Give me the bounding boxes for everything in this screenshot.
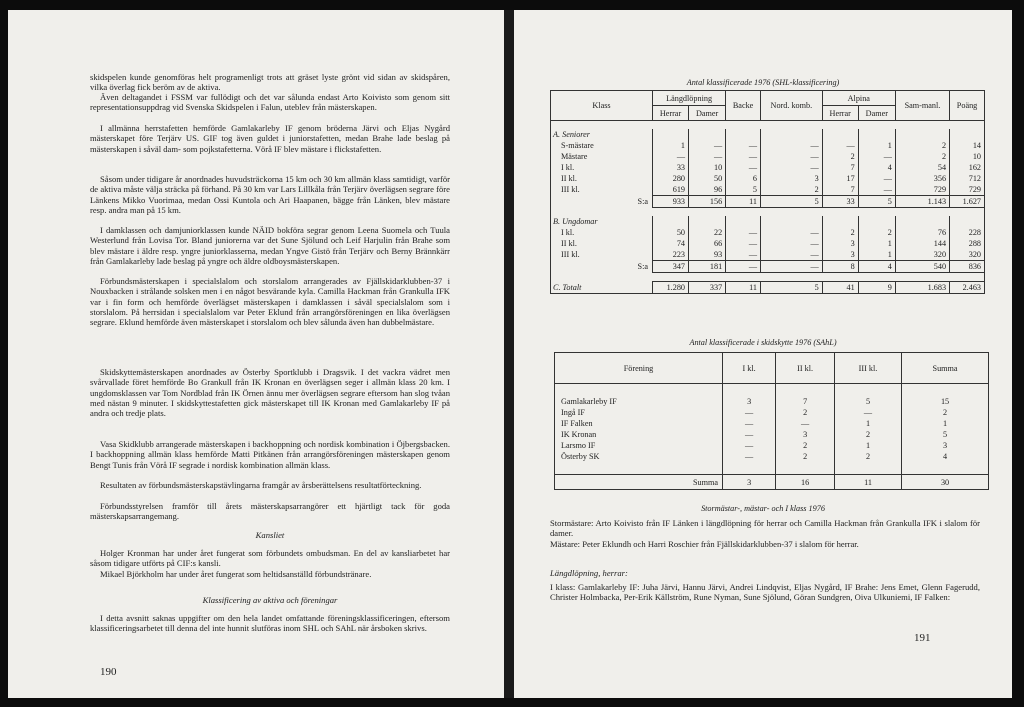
table-row [555,440,989,451]
sum-cell: 30 [902,475,989,490]
empty-cell [950,129,985,140]
skidskytte-table-body [555,384,989,490]
table-cell: 54 [895,162,949,173]
empty-cell [761,216,823,227]
club-name: IK Kronan [561,430,597,439]
total-cell: 11 [726,282,761,294]
sum-cell: 181 [689,261,726,273]
subheading: Längdlöpning, herrar: [550,568,628,578]
total-cell: 41 [822,282,858,294]
empty-cell [761,129,823,140]
sum-cell: 836 [950,261,985,273]
table-row [551,249,985,261]
sum-cell: 33 [822,196,858,208]
classification-table [550,90,985,294]
table-cell: — [723,440,776,451]
club-name: IF Falken [561,419,593,428]
table-cell: 3 [723,396,776,407]
row-label: S-mästare [561,141,594,150]
row-label: Mästare [561,152,588,161]
header-summa: Summa [902,353,989,384]
table-cell: — [776,418,835,429]
empty-cell [689,216,726,227]
table-cell: 7 [776,396,835,407]
left-page [8,10,504,698]
header-i-kl: I kl. [723,353,776,384]
sum-cell: 4 [858,261,895,273]
row-label: I kl. [561,163,575,172]
table-cell: — [858,173,895,184]
spacer-cell [555,384,723,397]
table-cell: 729 [895,184,949,196]
header-alpina: Alpina [822,91,895,106]
table-cell: 66 [689,238,726,249]
sum-cell: 1.143 [895,196,949,208]
total-cell: 1.683 [895,282,949,294]
table-cell: 7 [822,162,858,173]
sum-cell: 540 [895,261,949,273]
club-name: Gamlakarleby IF [561,397,617,406]
table-row [551,162,985,173]
total-label: C. Totalt [553,282,582,292]
table-cell: — [726,162,761,173]
table-cell: — [726,238,761,249]
body-paragraph: Såsom under tidigare år anordnades huvudsträckorna 15 km och 30 km allmän klass samtidigt, varför de aktiva måste välja sträcka på förhand. På 30 km var Lars Lillkåla från Terjärv överlägsen segrare före Länkens Mikko Vuorimaa, medan Ossi Kuntola och Ari Haapanen, bägge från Länken, blev mästare resp. andra man på 15 km. [90,174,450,215]
table-cell: 2 [776,451,835,462]
section-header-row [551,129,985,140]
sum-label: S:a [637,197,648,206]
table-cell: 2 [822,151,858,162]
table-cell: 33 [653,162,689,173]
table-cell: 17 [822,173,858,184]
sum-cell: 11 [834,475,901,490]
body-paragraph: I damklassen och damjuniorklassen kunde NÄID bokföra segrar genom Leena Suomela och Tuula Westerlund från Lovisa Tor. Bland juniorerna var det Sune Sjölund och Leif Harjulin från Brahe som blev mästare i äldre resp. yngre juniorklasserna, medan Yngve Gistö från Terjärv och Berny Brännkärr från Gamlakarleby lade beslag på yngre och äldre oldboysmästerskapen. [90,225,450,266]
right-page [514,10,1012,698]
table-cell: 76 [895,227,949,238]
table-cell: 4 [902,451,989,462]
body-paragraph: I detta avsnitt saknas uppgifter om den hela landet omfattande föreningsklassificeringen, eftersom klassificeringsarbetet till denna del inte hunnit slutföras inom SHL och SAhL när årsboken skrivs. [90,613,450,634]
spacer-row [555,384,989,397]
table-cell: 228 [950,227,985,238]
table-cell: — [858,184,895,196]
header-langdlopning: Längdlöpning [653,91,726,106]
sum-cell: 3 [723,475,776,490]
spacer-cell [551,273,985,282]
spacer-row [551,208,985,217]
table-cell: 356 [895,173,949,184]
spacer-cell [551,208,985,217]
body-paragraph: Mästare: Peter Eklundh och Harri Roschier från Fjällskidarklubben-37 i slalom för herrar. [550,539,859,549]
table-cell: — [761,162,823,173]
table-cell: 10 [950,151,985,162]
page-number: 191 [914,632,931,644]
header-ii-kl: II kl. [776,353,835,384]
table-cell: 3 [761,173,823,184]
table-cell: — [834,407,901,418]
section-title-kansliet: Kansliet [255,530,285,540]
table-cell: — [761,140,823,151]
table-cell: 50 [653,227,689,238]
sum-cell: 933 [653,196,689,208]
row-label: I kl. [561,228,575,237]
row-label: III kl. [561,185,580,195]
table-cell: 1 [834,418,901,429]
body-paragraph: Mikael Björkholm har under året fungerat som heltidsanställd förbundstränare. [100,569,372,579]
spacer-cell [834,384,901,397]
table-cell: — [723,407,776,418]
table-row [551,184,985,196]
classification-table-body [551,121,985,294]
header-damer: Damer [689,106,726,121]
table-cell: 14 [950,140,985,151]
sum-row [555,475,989,490]
body-paragraph: Holger Kronman har under året fungerat som förbundets ombudsman. En del av kansliarbetet har såsom tidigare utförts på CIF:s kansli. [90,548,450,569]
table-cell: — [653,151,689,162]
table-cell: 223 [653,249,689,261]
total-cell: 337 [689,282,726,294]
table-cell: 729 [950,184,985,196]
sum-cell: 11 [726,196,761,208]
table-row [555,407,989,418]
header-alpina-damer: Damer [858,106,895,121]
empty-cell [895,129,949,140]
table-cell: 6 [726,173,761,184]
table-cell: 2 [895,140,949,151]
table-cell: 22 [689,227,726,238]
table-cell: — [822,140,858,151]
body-paragraph: Resultaten av förbundsmästerskapstävlingarna framgår av årsberättelsens resultatförteckning. [100,480,422,490]
table-cell: — [761,249,823,261]
table-cell: 712 [950,173,985,184]
row-label: II kl. [561,174,577,183]
table-cell: 74 [653,238,689,249]
body-paragraph: skidspelen kunde genomföras helt programenligt trots att gräset lyste grönt vid sidan av skidspåren, vilka överlag fick beröm av de aktiva. [90,72,450,93]
total-cell: 5 [761,282,823,294]
table-row [555,429,989,440]
table-cell: 144 [895,238,949,249]
spacer-row [551,273,985,282]
header-klass: Klass [551,91,653,121]
table-cell: 50 [689,173,726,184]
sum-cell: 8 [822,261,858,273]
spacer-cell [723,384,776,397]
table-cell: — [726,227,761,238]
table-cell: 5 [902,429,989,440]
table-cell: 288 [950,238,985,249]
table-cell: — [726,151,761,162]
empty-cell [726,129,761,140]
sum-cell: 347 [653,261,689,273]
table-cell: 2 [822,227,858,238]
table-cell: — [726,140,761,151]
header-iii-kl: III kl. [834,353,901,384]
table-cell: 10 [689,162,726,173]
table-row [551,227,985,238]
table-cell: 96 [689,184,726,196]
stormastar-title: Stormästar-, mästar- och I klass 1976 [701,504,825,513]
table-cell: 1 [902,418,989,429]
table-cell: 619 [653,184,689,196]
table-cell: 4 [858,162,895,173]
table-cell: 1 [858,238,895,249]
total-row [551,282,985,294]
empty-cell [726,216,761,227]
body-paragraph: Skidskyttemästerskapen anordnades av Österby Sportklubb i Dragsvik. I det vackra vädret men svårvallade föret hemförde Bo Grankull från IK Kronan en överlägsen seger i allmän klass 20 km. I ungdomsklassen var Tom Nordblad från IK Örnen ännu mer överlägsen segrare eftersom han slog tvåan med nästan 9 minuter. I skidskyttestafetten gick mästerskapet till IK Kronan med Gamlakarleby IF på andra och tredje plats. [90,367,450,419]
body-paragraph: Stormästare: Arto Koivisto från IF Länken i längdlöpning för herrar och Camilla Hackman från Grankulla IFK i slalom för damer. [550,518,980,539]
table-cell: 5 [726,184,761,196]
table-cell: 7 [822,184,858,196]
table-cell: 2 [858,227,895,238]
empty-cell [689,129,726,140]
table-row [551,238,985,249]
sum-row [551,261,985,273]
sum-cell: 5 [761,196,823,208]
table-cell: — [689,151,726,162]
section-title: A. Seniorer [553,130,590,139]
table-cell: — [761,227,823,238]
empty-cell [653,216,689,227]
body-paragraph: I klass: Gamlakarleby IF: Juha Järvi, Hannu Järvi, Andrei Lindqvist, Eljas Nygård, IF Brahe: Jens Emet, Glenn Fagerudd, Christer Holmbacka, Per-Erik Källström, Rune Nyman, Sune Sjölund, Göran Sundgren, Oiva Ulkuniemi, IF Falken: [550,582,980,603]
body-paragraph: Även deltagandet i FSSM var fullödigt och det var sålunda endast Arto Koivisto som genom sitt representationsuppdrag vid Svenska Skidspelen i Falun, uteblev från mästerskapen. [90,92,450,113]
sum-label: S:a [637,262,648,271]
table-cell: 320 [895,249,949,261]
spacer-row [551,121,985,130]
table1-caption: Antal klassificerade 1976 (SHL-klassificering) [686,78,840,87]
sum-cell: — [761,261,823,273]
table-row [551,140,985,151]
table-cell: 3 [822,238,858,249]
table-cell: 2 [761,184,823,196]
row-label: II kl. [561,239,577,248]
club-name: Österby SK [561,452,600,461]
total-cell: 2.463 [950,282,985,294]
table-cell: 3 [776,429,835,440]
header-herrar: Herrar [653,106,689,121]
table-cell: — [858,151,895,162]
sum-cell: 1.627 [950,196,985,208]
table-cell: 2 [834,451,901,462]
book-spine [504,10,514,698]
table-cell: 162 [950,162,985,173]
header-alpina-herrar: Herrar [822,106,858,121]
sum-cell: 16 [776,475,835,490]
section-title-klassificering: Klassificering av aktiva och föreningar [202,595,338,605]
header-nord-komb: Nord. komb. [761,91,823,121]
table-row [551,151,985,162]
table-cell: 3 [822,249,858,261]
table-cell: 2 [776,407,835,418]
table-cell: 15 [902,396,989,407]
sum-row [551,196,985,208]
sum-cell: — [726,261,761,273]
club-name: Ingå IF [561,408,585,417]
spacer-cell [902,384,989,397]
table-cell: 280 [653,173,689,184]
table-row [555,396,989,407]
table-cell: 2 [902,407,989,418]
header-poang: Poäng [950,91,985,121]
table-cell: — [723,429,776,440]
empty-cell [653,129,689,140]
spacer-cell [723,462,776,475]
header-backe: Backe [726,91,761,121]
body-paragraph: I allmänna herrstafetten hemförde Gamlakarleby IF genom bröderna Järvi och Eljas Nygård mästerskapet före Terjärv US. GIF tog även guldet i juniorstafetten, medan Brahe lade beslag på mästerskapen i såväl dam- som pojkstafetterna. Vörå IF blev mästare i flickstafetten. [90,123,450,154]
section-header-row [551,216,985,227]
table-cell: 5 [834,396,901,407]
table-cell: 1 [858,249,895,261]
body-paragraph: Vasa Skidklubb arrangerade mästerskapen i backhoppning och nordisk kombination i Öjbergsbacken. I backhoppning allmän klass hemförde Matti Pitkänen från arrangörsföreningen mästerskapen genom Bengt Tunis från Vörå IF segrade i nordisk kombination allmän klass. [90,439,450,470]
skidskytte-table [554,352,989,490]
table-cell: 2 [895,151,949,162]
empty-cell [858,216,895,227]
table-cell: — [723,418,776,429]
empty-cell [822,129,858,140]
sum-cell: 156 [689,196,726,208]
empty-cell [858,129,895,140]
empty-cell [895,216,949,227]
spacer-cell [551,121,985,130]
spacer-cell [902,462,989,475]
table-row [555,418,989,429]
body-paragraph: Förbundsstyrelsen framför till årets mästerskapsarrangörer ett hjärtligt tack för goda mästerskapsarrangemang. [90,501,450,522]
spacer-cell [555,462,723,475]
table-cell: — [726,249,761,261]
table-cell: 1 [834,440,901,451]
total-cell: 1.280 [653,282,689,294]
body-paragraph: Förbundsmästerskapen i specialslalom och storslalom arrangerades av Fjällskidarklubben-37 i Nouxbacken i strålande solsken men i en något besvärande kyla. Camilla Hackman från Grankulla IFK var i fin form och hemförde överlägset mästerskapen i damklassen i såväl specialslalom som i storslalom. På herrsidan i specialslalom var Peter Eklund från arrangörsföreningen en lika överlägsen segrare. Eklund hemförde även mästerskapet i storslalom och blev sålunda även han dubbelmästare. [90,276,450,328]
table-cell: 2 [834,429,901,440]
header-sammanlagt: Sam-manl. [895,91,949,121]
section-title: B. Ungdomar [553,217,598,226]
table-row [555,451,989,462]
table-cell: — [761,238,823,249]
spacer-cell [776,462,835,475]
spacer-row [555,462,989,475]
spacer-cell [776,384,835,397]
table-cell: 2 [776,440,835,451]
header-forening: Förening [555,353,723,384]
total-cell: 9 [858,282,895,294]
table-cell: — [761,151,823,162]
table-row [551,173,985,184]
table-cell: 1 [858,140,895,151]
table-cell: — [723,451,776,462]
row-label: III kl. [561,250,580,260]
empty-cell [822,216,858,227]
table-cell: 1 [653,140,689,151]
spacer-cell [834,462,901,475]
table2-caption: Antal klassificerade i skidskytte 1976 (SAhL) [689,338,837,347]
table-cell: 320 [950,249,985,261]
page-number: 190 [100,666,117,678]
sum-label: Summa [555,475,723,490]
table-cell: 3 [902,440,989,451]
club-name: Larsmo IF [561,441,596,450]
table-cell: 93 [689,249,726,261]
table-cell: — [689,140,726,151]
empty-cell [950,216,985,227]
sum-cell: 5 [858,196,895,208]
